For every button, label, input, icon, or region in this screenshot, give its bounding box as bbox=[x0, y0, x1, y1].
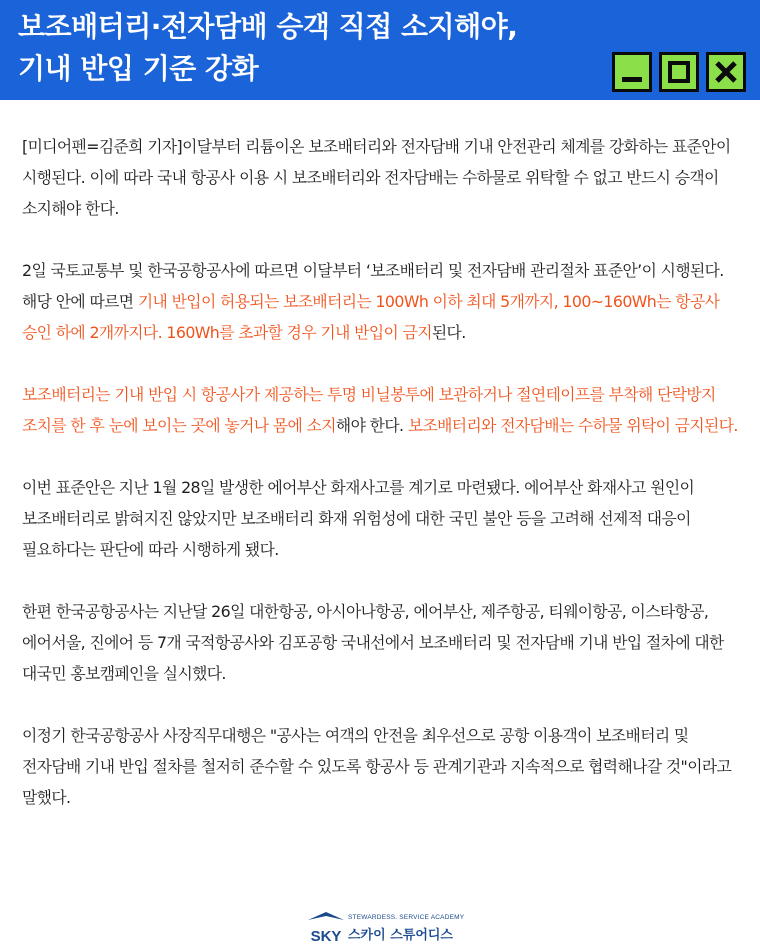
highlight-storage-rules: 보조배터리는 기내 반입 시 항공사가 제공하는 투명 비닐봉투에 보관하거나 절연테이프를 부착해 단락방지 조치를 한 후 눈에 보이는 곳에 놓거나 몸에 소지 bbox=[22, 385, 716, 435]
article-paragraph-3 bbox=[22, 379, 738, 441]
article-paragraph-4: 이번 표준안은 지난 1월 28일 발생한 에어부산 화재사고를 계기로 마련됐다. 에어부산 화재사고 원인이 보조배터리로 밝혀지진 않았지만 보조배터리 화재 위험성에 대한 국민 불안 등을 고려해 선제적 대응이 필요하다는 판단에 따라 시행하게 됐다. bbox=[22, 478, 695, 559]
window-controls bbox=[612, 52, 746, 92]
minimize-button[interactable] bbox=[612, 52, 652, 92]
article-paragraph-2 bbox=[22, 255, 738, 348]
article-body bbox=[22, 131, 738, 844]
footer-logo bbox=[306, 906, 466, 946]
title-bar bbox=[0, 0, 760, 100]
close-button[interactable] bbox=[706, 52, 746, 92]
paragraph-2-tail: 된다. bbox=[431, 323, 466, 342]
logo-brand-name: 스카이 스튜어디스 bbox=[348, 928, 453, 943]
article-paragraph-5: 한편 한국공항공사는 지난달 26일 대한항공, 아시아나항공, 에어부산, 제주항공, 티웨이항공, 이스타항공, 에어서울, 진에어 등 7개 국적항공사와 김포공항 국내선에서 보조배터리 및 전자담배 기내 반입 절차에 대한 대국민 홍보캠페인을 실시했다. bbox=[22, 602, 724, 683]
sky-logo-mark bbox=[306, 910, 346, 944]
paragraph-2-lead: 해당 안에 따르면 bbox=[22, 292, 138, 311]
maximize-icon bbox=[662, 55, 696, 89]
logo-academy-text: STEWARDESS. SERVICE ACADEMY bbox=[348, 914, 465, 921]
highlight-checked-ban: 보조배터리와 전자담배는 수하물 위탁이 금지된다. bbox=[407, 416, 738, 435]
close-icon bbox=[709, 55, 743, 89]
article-paragraph-1: [미디어펜=김준희 기자]이달부터 리튬이온 보조배터리와 전자담배 기내 안전관리 체계를 강화하는 표준안이 시행된다. 이에 따라 국내 항공사 이용 시 보조배터리와 전자담배는 수하물로 위탁할 수 없고 반드시 승객이 소지해야 한다. bbox=[22, 137, 731, 218]
article-paragraph-6: 이정기 한국공항공사 사장직무대행은 "공사는 여객의 안전을 최우선으로 공항 이용객이 보조배터리 및 전자담배 기내 반입 절차를 철저히 준수할 수 있도록 항공사 등 관계기관과 지속적으로 협력해나갈 것"이라고 말했다. bbox=[22, 726, 732, 807]
minimize-icon bbox=[615, 55, 649, 89]
maximize-button[interactable] bbox=[659, 52, 699, 92]
highlight-carry-on-limits: 기내 반입이 허용되는 보조배터리는 100Wh 이하 최대 5개까지, 100~160Wh는 항공사 승인 하에 2개까지다. 160Wh를 초과할 경우 기내 반입이 금지 bbox=[22, 292, 720, 342]
logo-mark-text: SKY bbox=[310, 928, 342, 944]
page-title-line-2: 기내 반입 기준 강화 bbox=[18, 52, 259, 85]
page-title bbox=[18, 6, 598, 90]
page-title-line-1: 보조배터리·전자담배 승객 직접 소지해야, bbox=[18, 10, 518, 43]
paragraph-3-mid: 해야 한다. bbox=[335, 416, 408, 435]
paragraph-2-intro: 2일 국토교통부 및 한국공항공사에 따르면 이달부터 ‘보조배터리 및 전자담배 관리절차 표준안’이 시행된다. bbox=[22, 261, 724, 280]
